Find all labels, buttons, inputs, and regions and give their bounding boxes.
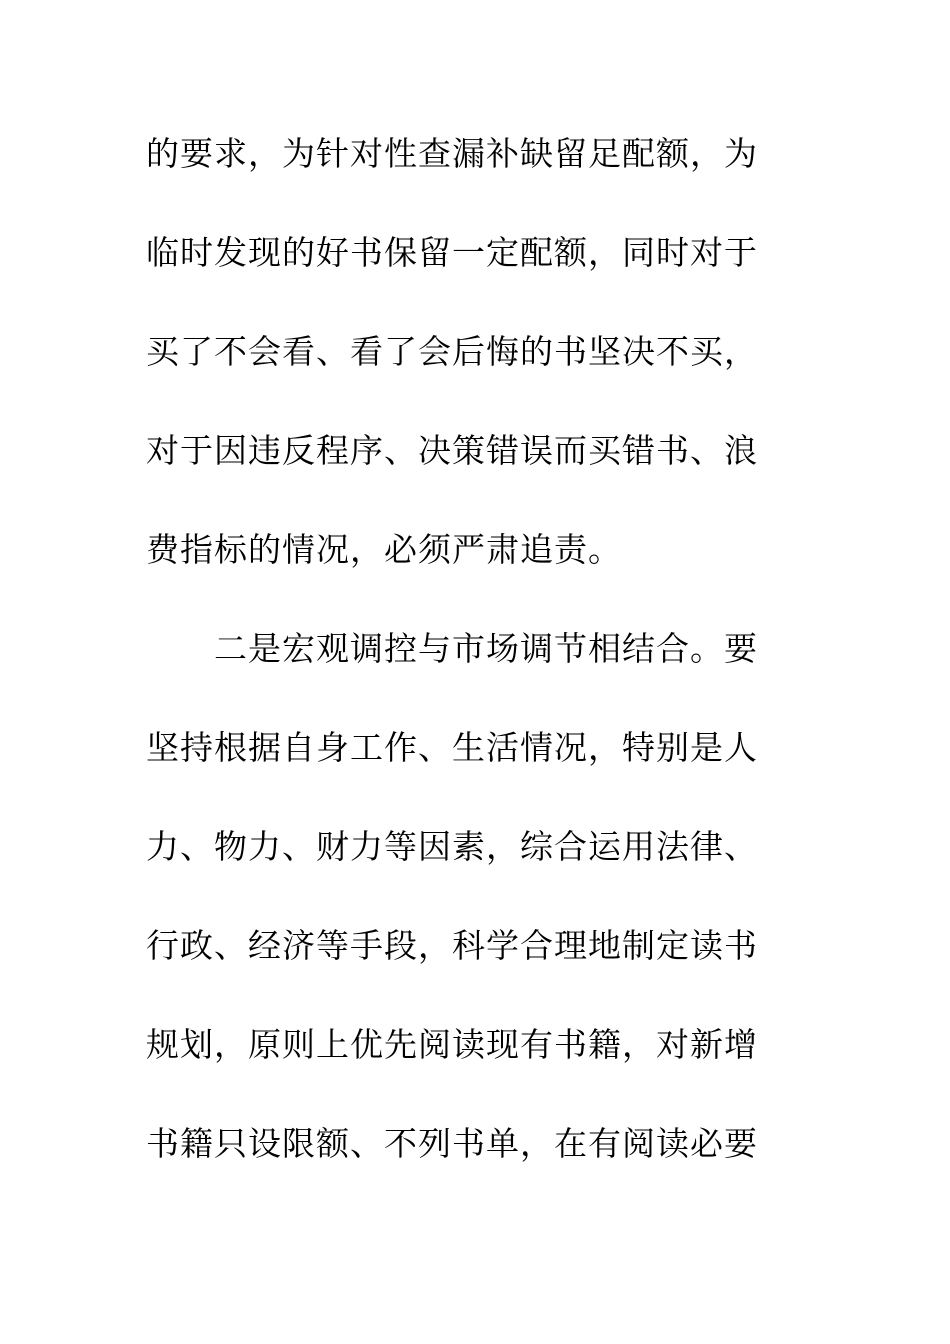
- text-line: 书籍只设限额、不列书单，在有阅读必要: [146, 1124, 758, 1163]
- text-line: 行政、经济等手段，科学合理地制定读书: [146, 926, 758, 965]
- text-line: 力、物力、财力等因素，综合运用法律、: [146, 827, 758, 866]
- text-line: 临时发现的好书保留一定配额，同时对于: [146, 233, 758, 272]
- body-text: [146, 124, 786, 1213]
- paragraph-start-line: 二是宏观调控与市场调节相结合。要: [214, 629, 758, 668]
- text-line: 的要求，为针对性查漏补缺留足配额，为: [146, 134, 758, 173]
- text-line: 坚持根据自身工作、生活情况，特别是人: [146, 728, 758, 767]
- text-line: 买了不会看、看了会后悔的书坚决不买，: [146, 332, 758, 371]
- text-line: 规划，原则上优先阅读现有书籍，对新增: [146, 1025, 758, 1064]
- text-line: 费指标的情况，必须严肃追责。: [146, 530, 622, 569]
- text-line: 对于因违反程序、决策错误而买错书、浪: [146, 431, 758, 470]
